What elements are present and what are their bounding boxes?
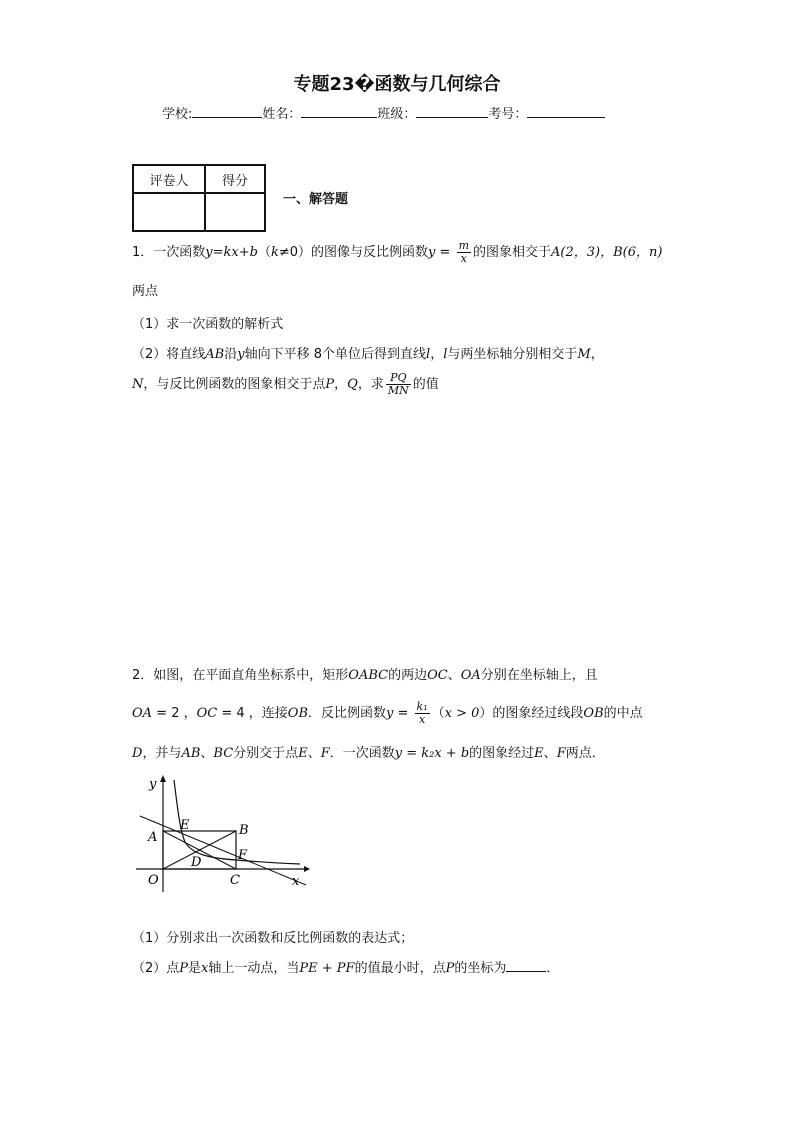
name-blank — [301, 105, 377, 118]
q1-frac-num: m — [458, 239, 469, 252]
q2-y: y — [386, 706, 394, 721]
q2p2-text: 轴上一动点，当 — [208, 961, 300, 976]
q1-text: 的图象相交于 — [473, 245, 552, 260]
score-table-score-header: 得分 — [205, 165, 265, 193]
q1-linear-eq: y=kx+b — [205, 245, 258, 260]
q1p2-n: N — [132, 377, 144, 392]
exam-no-blank — [527, 105, 605, 118]
name-label: 姓名： — [262, 107, 302, 122]
q2-text: （ — [431, 706, 445, 721]
q1p2-p: P — [325, 377, 335, 392]
q2-text: ．反比例函数 — [308, 706, 387, 721]
q2p2-text: 的值最小时，点 — [354, 961, 446, 976]
school-blank — [192, 105, 262, 118]
page-title: 专题23�函数与几何综合 — [293, 74, 501, 95]
q2-text: 、 — [307, 746, 321, 761]
q1p2-l: l — [426, 347, 431, 362]
q2-line2 — [132, 701, 643, 726]
score-table-grader-cell — [133, 193, 205, 231]
q2-condition: x > 0 — [444, 706, 480, 721]
q2p2-text: ． — [546, 961, 560, 976]
q2-f: F — [556, 746, 566, 761]
section-title: 一、解答题 — [283, 192, 349, 207]
q1-y: y — [428, 245, 436, 260]
q2-part1: （1）分别求出一次函数和反比例函数的表达式； — [132, 931, 414, 946]
q2-text: ）的图象经过线段 — [479, 706, 584, 721]
q1p2-frac-num: PQ — [386, 372, 411, 385]
q1p2-text: ，与反比例函数的图象相交于点 — [143, 377, 326, 392]
label-e: E — [180, 818, 190, 833]
q2-part2 — [132, 957, 559, 976]
q2p2-answer-blank — [506, 959, 546, 972]
q2-text: 的两边 — [388, 668, 428, 683]
q2p2-x: x — [201, 961, 209, 976]
q2-line3 — [132, 742, 605, 761]
label-a: A — [148, 830, 158, 845]
q1p2-y: y — [237, 347, 245, 362]
class-label: 班级： — [377, 107, 417, 122]
q2p2-text: 是 — [188, 961, 202, 976]
q2-text: 两点． — [565, 746, 605, 761]
q1p2-text: （2）将直线 — [132, 347, 206, 362]
q1p2-text: ， — [430, 347, 444, 362]
q1-part2-line1 — [132, 343, 604, 362]
line-ef — [140, 816, 306, 885]
q1-point-a: A(2，3)， — [551, 245, 614, 260]
q1-line2: 两点 — [132, 284, 159, 299]
q2p2-text: 的坐标为 — [454, 961, 507, 976]
q2-frac-den: x — [418, 713, 426, 726]
q1p2-m: M — [577, 347, 591, 362]
q1-part2-line2 — [132, 372, 439, 397]
label-y: y — [149, 777, 157, 792]
q2-frac-num: k₁ — [416, 700, 428, 713]
q2-ob: OB — [583, 706, 604, 721]
q1p2-l: l — [443, 347, 448, 362]
q2-ab: AB — [181, 746, 201, 761]
q2-eq-sign: = — [393, 706, 413, 721]
q2-text: = 2 ， — [152, 706, 197, 721]
q2-e: E — [534, 746, 544, 761]
q2-text: 的中点 — [603, 706, 643, 721]
q1-text: ≠0）的图像与反比例函数 — [278, 245, 429, 260]
q2-fraction-k1-over-x — [415, 701, 430, 726]
label-x: x — [292, 874, 300, 889]
q2-oa: OA — [460, 668, 481, 683]
q2-oa: OA — [132, 706, 153, 721]
q1p2-text: 的值 — [412, 377, 439, 392]
q2p2-p: P — [179, 961, 189, 976]
q1p2-text: 与两坐标轴分别相交于 — [447, 347, 578, 362]
q2-d: D — [132, 746, 143, 761]
q1p2-frac-den: MN — [387, 384, 409, 397]
q2-text: 分别交于点 — [233, 746, 299, 761]
q2-text: 、 — [200, 746, 214, 761]
q1-frac-den: x — [460, 252, 467, 265]
q2-text: ，并与 — [142, 746, 182, 761]
q1-text: （ — [257, 245, 271, 260]
school-label: 学校: — [162, 107, 193, 122]
label-d: D — [191, 855, 202, 870]
label-c: C — [230, 873, 240, 888]
y-axis-arrow — [160, 775, 166, 782]
q2p2-text: （2）点 — [132, 961, 180, 976]
q2-linear-eq: y = k₂x + b — [394, 746, 470, 761]
q1p2-text: 沿 — [224, 347, 238, 362]
q1-text: 1．一次函数 — [132, 245, 206, 260]
coordinate-figure — [128, 772, 318, 897]
label-f: F — [238, 848, 248, 863]
q1-fraction-m-over-x — [457, 240, 471, 265]
q2-line1 — [132, 664, 598, 683]
q1-eq-sign: = — [435, 245, 455, 260]
class-blank — [416, 105, 488, 118]
x-axis-arrow — [304, 866, 310, 872]
q2-text: = 4 ，连接 — [217, 706, 288, 721]
q1p2-text: 轴向下平移 8个单位后得到直线 — [244, 347, 427, 362]
q2-text: ．一次函数 — [329, 746, 395, 761]
q1-line1 — [132, 240, 662, 265]
q1p2-q: Q — [347, 377, 358, 392]
q1p2-text: ， — [334, 377, 348, 392]
label-b: B — [239, 823, 249, 838]
hyperbola-curve — [174, 780, 300, 864]
q2-text: 、 — [543, 746, 557, 761]
q2-text: 、 — [447, 668, 461, 683]
score-table-score-cell — [205, 193, 265, 231]
q2-text: 2．如图，在平面直角坐标系中，矩形 — [132, 668, 349, 683]
label-o: O — [148, 873, 159, 888]
q2-bc: BC — [213, 746, 234, 761]
q2-e: E — [298, 746, 308, 761]
q1p2-text: ，求 — [357, 377, 384, 392]
q2p2-expression: PE + PF — [299, 961, 355, 976]
q2-text: 分别在坐标轴上，且 — [480, 668, 598, 683]
q2-oc: OC — [427, 668, 448, 683]
q2p2-p: P — [445, 961, 455, 976]
q1p2-fraction-pq-over-mn — [386, 372, 411, 397]
score-table — [132, 164, 266, 232]
exam-no-label: 考号： — [488, 107, 528, 122]
q2-text: 的图象经过 — [469, 746, 535, 761]
q2-oc: OC — [196, 706, 218, 721]
q2-oabc: OABC — [348, 668, 389, 683]
q2-ob: OB — [287, 706, 308, 721]
q1-point-b: B(6，n) — [613, 245, 663, 260]
q1-part1: （1）求一次函数的解析式 — [132, 317, 284, 332]
q2-f: F — [320, 746, 330, 761]
score-table-grader-header: 评卷人 — [133, 165, 205, 193]
student-info-row — [162, 103, 605, 122]
q1p2-text: ， — [590, 347, 604, 362]
q1p2-ab: AB — [205, 347, 225, 362]
q1-k: k — [270, 245, 279, 260]
